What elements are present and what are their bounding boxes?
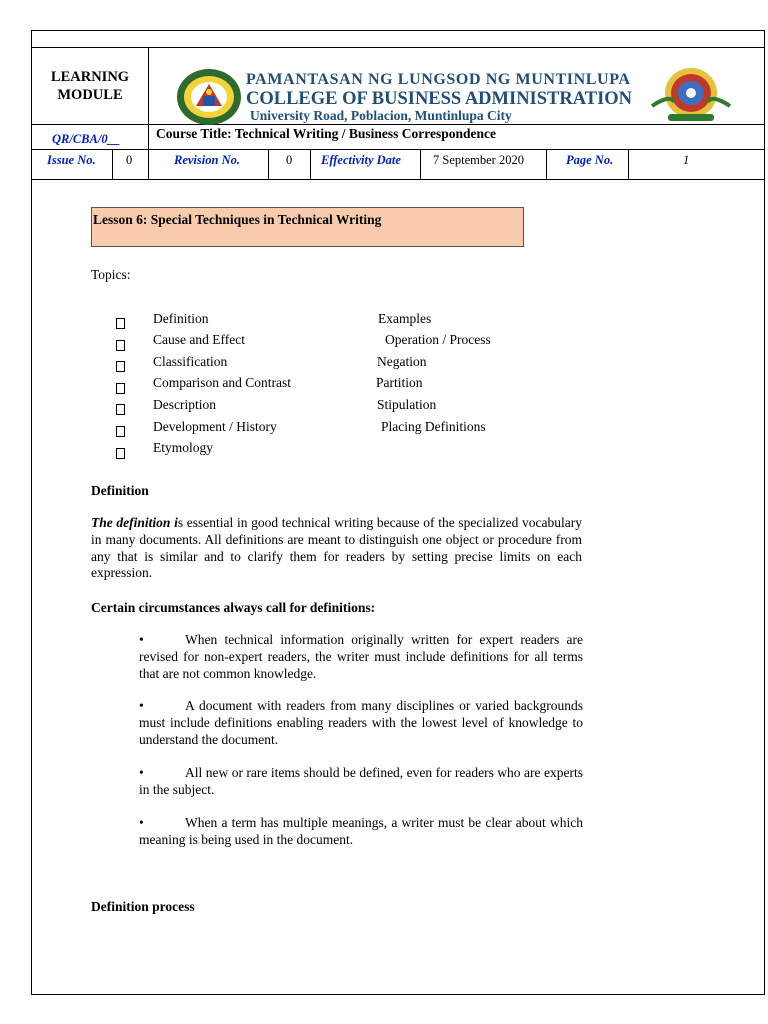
header-line-3 [31, 179, 765, 180]
checkbox-icon [116, 424, 125, 442]
bullet: • [139, 698, 144, 713]
bullet: • [139, 765, 144, 780]
page-label: Page No. [566, 153, 614, 167]
topic-item: Examples [378, 311, 432, 326]
topic-item: Placing Definitions [381, 419, 486, 434]
header-divider [420, 149, 421, 179]
definition-process-heading: Definition process [91, 899, 195, 914]
checkbox-icon [116, 316, 125, 334]
header-line-1 [31, 124, 765, 125]
topic-item: Classification [153, 354, 228, 369]
list-item [139, 698, 583, 748]
checkbox-icon [116, 381, 125, 399]
checkbox-icon [116, 446, 125, 464]
list-item [139, 815, 583, 849]
document-code: QR/CBA/0__ [52, 132, 121, 146]
topic-item: Negation [377, 354, 427, 369]
checkbox-icon [116, 338, 125, 356]
checkbox-icon [116, 359, 125, 377]
page-value: 1 [683, 153, 690, 167]
revision-value: 0 [286, 153, 293, 167]
header-divider [268, 149, 269, 179]
definition-heading: Definition [91, 483, 149, 498]
issue-value: 0 [126, 153, 133, 167]
course-title: Course Title: Technical Writing / Business Correspondence [156, 126, 497, 141]
topic-item: Operation / Process [385, 332, 491, 347]
module-label: LEARNING MODULE [50, 69, 130, 103]
definition-paragraph [91, 515, 582, 582]
college-name: COLLEGE OF BUSINESS ADMINISTRATION [246, 89, 633, 109]
topic-item: Partition [376, 375, 423, 390]
header-divider-main [148, 47, 149, 179]
university-name: PAMANTASAN NG LUNGSOD NG MUNTINLUPA [246, 71, 631, 88]
university-seal-icon [176, 68, 242, 126]
circumstances-heading: Certain circumstances always call for definitions: [91, 600, 376, 615]
topic-item: Cause and Effect [153, 332, 245, 347]
effectivity-label: Effectivity Date [321, 153, 401, 167]
header-divider [546, 149, 547, 179]
topic-item: Development / History [153, 419, 277, 434]
revision-label: Revision No. [174, 153, 240, 167]
checkbox-icon [116, 402, 125, 420]
topic-item: Etymology [153, 440, 213, 455]
page-border [31, 30, 765, 995]
effectivity-value: 7 September 2020 [433, 153, 524, 167]
definition-lead: The definition i [91, 515, 178, 530]
header-divider [628, 149, 629, 179]
header-divider [112, 149, 113, 179]
topic-item: Comparison and Contrast [153, 375, 291, 390]
bullet: • [139, 632, 144, 647]
list-item-text: A document with readers from many disciplines or varied backgrounds must include definitions enabling readers with the lowest level of knowledge to understand the document. [139, 698, 583, 747]
list-item-text: All new or rare items should be defined, even for readers who are experts in the subject. [139, 765, 583, 797]
header-divider [310, 149, 311, 179]
list-item-text: When technical information originally written for expert readers are revised for non-expert readers, the writer must include definitions for all terms that are not common knowledge. [139, 632, 583, 681]
topics-label: Topics: [91, 267, 131, 282]
header-top-line [31, 47, 765, 48]
university-address: University Road, Poblacion, Muntinlupa City [250, 108, 512, 123]
topic-item: Stipulation [377, 397, 437, 412]
lesson-title: Lesson 6: Special Techniques in Technical Writing [91, 207, 524, 247]
header-line-2 [31, 149, 765, 150]
bullet: • [139, 815, 144, 830]
list-item [139, 765, 583, 799]
definition-text: s essential in good technical writing because of the specialized vocabulary in many documents. All definitions are meant to distinguish one object or procedure from any that is similar and to clarify them for readers by setting precise limits on each expression. [91, 515, 582, 581]
college-seal-icon [650, 66, 732, 124]
topic-item: Description [153, 397, 216, 412]
list-item-text: When a term has multiple meanings, a writer must be clear about which meaning is being used in the document. [139, 815, 583, 847]
list-item [139, 632, 583, 682]
issue-label: Issue No. [47, 153, 96, 167]
topic-item: Definition [153, 311, 209, 326]
